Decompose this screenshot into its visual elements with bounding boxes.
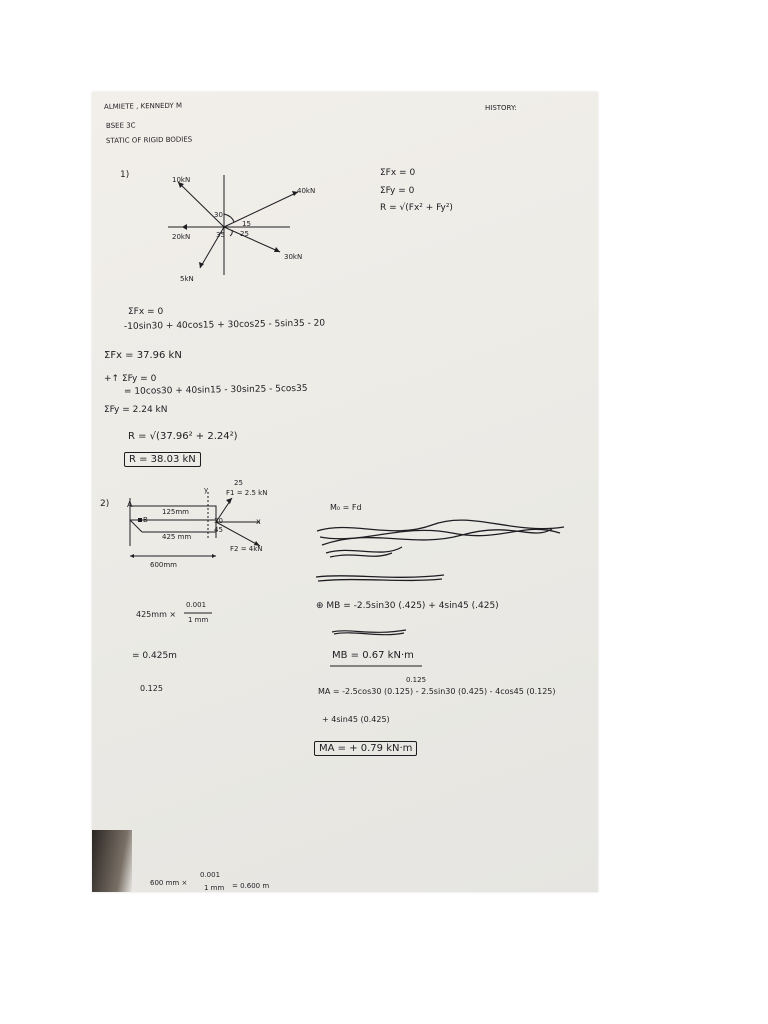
point-b-label: B: [143, 516, 148, 524]
moment-b-answer: MB = 0.67 kN·m: [332, 650, 414, 661]
sum-fx-equation: -10sin30 + 40cos15 + 30cos25 - 5sin35 - 20: [123, 318, 326, 332]
problem-2-number: 2): [100, 499, 110, 509]
crossed-out-line: [330, 626, 410, 638]
crossed-out-work: [312, 515, 572, 585]
conversion-600-top: 0.001: [200, 871, 221, 879]
history-label: HISTORY:: [485, 104, 517, 112]
force-label-f2: F2 = 4kN: [230, 545, 263, 553]
conversion-425-result: = 0.425m: [132, 651, 177, 661]
condition-sum-fy: ΣFy = 0: [380, 186, 415, 196]
conversion-425: 425mm ×: [136, 610, 177, 619]
condition-sum-fx: ΣFx = 0: [380, 168, 416, 178]
answer-underline: [330, 664, 430, 668]
sum-fy-result: ΣFy = 2.24 kN: [104, 405, 168, 415]
conversion-425-top: 0.001: [186, 601, 207, 609]
sum-fy-label: +↑ ΣFy = 0: [104, 374, 157, 384]
resultant-equation: R = √(37.96² + 2.24²): [128, 431, 238, 442]
conversion-600: 600 mm ×: [150, 879, 188, 887]
force-label-5kn: 5kN: [180, 275, 194, 283]
angle-label-35: 35: [216, 231, 225, 239]
conversion-600-result: = 0.600 m: [232, 882, 270, 890]
moment-a-answer: MA = + 0.79 kN·m: [314, 741, 417, 756]
axis-x-label: x: [256, 517, 261, 526]
dim-600mm: 600mm: [150, 561, 177, 569]
point-a-label: A: [127, 500, 133, 509]
force-diagram-2: [120, 490, 270, 570]
student-name: ALMIETE , KENNEDY M: [103, 101, 183, 111]
angle-label-15: 15: [242, 220, 251, 228]
angle-label-30: 30: [214, 211, 223, 219]
angle-label-25-top: 25: [234, 479, 243, 487]
conversion-425-bottom: 1 mm: [188, 616, 209, 624]
force-label-10kn: 10kN: [172, 176, 191, 184]
page-shadow-corner: [92, 830, 132, 892]
axis-y-label: y: [204, 486, 209, 494]
force-label-30kn: 30kN: [284, 253, 303, 261]
moment-b-equation: ⊕ MB = -2.5sin30 (.425) + 4sin45 (.425): [316, 601, 499, 611]
force-label-40kn: 40kN: [297, 187, 316, 195]
force-label-f1: F1 = 2.5 kN: [226, 489, 268, 497]
problem-1-number: 1): [120, 170, 130, 180]
dim-425mm: 425 mm: [162, 533, 192, 541]
conversion-600-bottom: 1 mm: [204, 884, 225, 892]
subject-label: STATIC OF RIGID BODIES: [105, 135, 193, 145]
angle-label-45-diagram: 45: [214, 526, 223, 534]
sum-fx-result: ΣFx = 37.96 kN: [104, 350, 182, 361]
resultant-answer: R = 38.03 kN: [124, 452, 201, 467]
moment-a-superscript: 0.125: [406, 676, 427, 684]
moment-a-equation-2: + 4sin45 (0.425): [322, 715, 390, 724]
dim-125mm: 125mm: [162, 508, 189, 516]
sum-fx-label: ΣFx = 0: [128, 307, 164, 317]
condition-resultant: R = √(Fx² + Fy²): [380, 203, 453, 213]
sum-fy-equation: = 10cos30 + 40sin15 - 30sin25 - 5cos35: [123, 383, 308, 397]
moment-a-equation-1: MA = -2.5cos30 (0.125) - 2.5sin30 (0.425) - 4cos45 (0.125): [318, 687, 556, 696]
force-diagram-1: [160, 170, 310, 290]
moment-definition: M₀ = Fd: [330, 503, 362, 512]
angle-label-30-diagram: 30: [214, 517, 223, 525]
angle-label-25: 25: [240, 230, 249, 238]
course-label: BSEE 3C: [105, 121, 136, 130]
fraction-bar-1: [184, 612, 214, 614]
value-0125: 0.125: [140, 684, 163, 693]
force-label-20kn: 20kN: [172, 233, 191, 241]
